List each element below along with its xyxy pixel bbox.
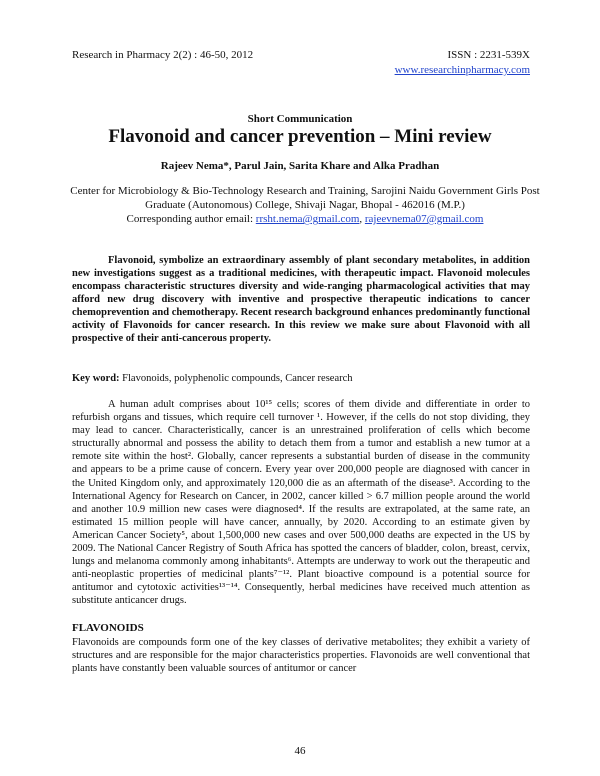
email-link-1[interactable]: rrsht.nema@gmail.com (255, 213, 360, 225)
authors: Rajeev Nema*, Parul Jain, Sarita Khare and Alka Pradhan (160, 160, 440, 172)
email-separator: , (359, 213, 363, 225)
intro-paragraph: A human adult comprises about 10¹⁵ cells; scores of them divide and differentiate in order to refurbish organs and tissues, which require cell turnover ¹. However, if the cells do not stop dividing, they may lead to cancer. Characteristically, cancer is an unrestrained proliferation of cells which become structurally abnormal and possess the ability to detach them from a tumor and establish a new tumor at a remote site within the host². Globally, cancer represents a substantial burden of disease in the community and appears to be a prime cause of concern. Every year over 200,000 people are diagnosed with cancer in the United Kingdom only, and approximately 120,000 die as an aftermath of the disease³. According to the International Agency for Research on Cancer, in 2002, cancer killed > 6.7 million people around the world and another 10.9 million new cases were diagnosed⁴. If the results are extrapolated, at the same rate, an estimated 15 million people will have cancer, annually, by 2020. According to an estimate given by American Cancer Society⁵, about 1,500,000 new cases and over 500,000 deaths are expected in the US by 2009. The National Cancer Registry of South Africa has spotted the cancers of bladder, colon, breast, cervix, lungs and melanoma commonly among inhabitants⁶. Attempts are underway to work out the therapeutic and anti-neoplastic properties of medicinal plants⁷⁻¹². Plant bioactive compound is a potential source for antitumor and cytotoxic activities¹³⁻¹⁴. Consequently, herbal medicines have received much attention as substitute anticancer drugs. (72, 399, 530, 607)
abstract: Flavonoid, symbolize an extraordinary assembly of plant secondary metabolites, in addition new investigations suggest as a traditional medicines, with therapeutic impact. Flavonoid molecules encompass characteristic structures diversity and wide-ranging pharmacological activities that may afford new drug discovery with inventive and prospective therapeutic indications to cancer chemoprevention and chemotherapy. Recent research background enhances predominantly functional activity of Flavonoids for cancer research. In this review we make sure about Flavonoid with all prospective of their anti-cancerous property. (72, 255, 530, 344)
keywords-label: Key word: (72, 373, 120, 384)
issn: ISSN : 2231-539X (447, 49, 530, 61)
article-type: Short Communication (247, 113, 353, 125)
section-paragraph: Flavonoids are compounds form one of the key classes of derivative metabolites; they exhibit a variety of structures and are responsible for the major characteristics properties. Flavonoids are well conventional that plants have constantly been valuable sources of antitumor or cancer (72, 637, 530, 675)
article-title: Flavonoid and cancer prevention – Mini review (108, 126, 492, 147)
page-number: 46 (294, 745, 306, 757)
email-link-2[interactable]: rajeevnema07@gmail.com (364, 213, 484, 225)
corresponding-author (60, 212, 550, 226)
journal-url-link[interactable]: www.researchinpharmacy.com (394, 64, 530, 76)
keywords (72, 373, 530, 384)
section-heading: FLAVONOIDS (72, 622, 144, 634)
affiliation: Center for Microbiology & Bio-Technology Research and Training, Sarojini Naidu Government Girls Post Graduate (Autonomous) College, Shivaji Nagar, Bhopal - 462016 (M.P.) (70, 185, 540, 211)
affiliation-block (60, 184, 550, 226)
journal-citation: Research in Pharmacy 2(2) : 46-50, 2012 (72, 49, 254, 61)
keywords-text: Flavonoids, polyphenolic compounds, Cancer research (122, 373, 353, 384)
corresponding-label: Corresponding author email: (126, 213, 254, 225)
